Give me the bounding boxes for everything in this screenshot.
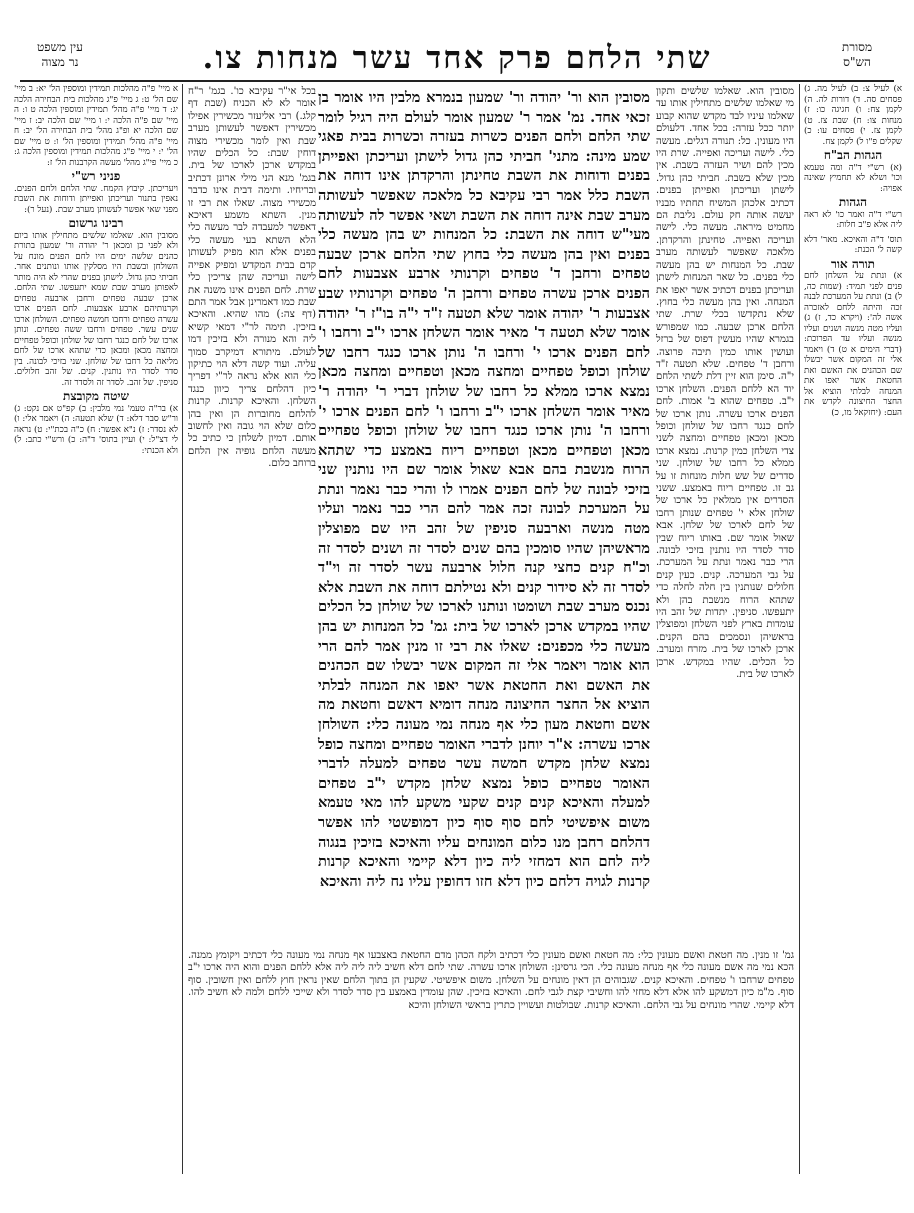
torah-or: א) ונתת על השלחן לחם פנים לפני תמיד: (שמות כה, ל) ב) ונתת על המערכת לבנה זכה והיתה ללחם לאזכרה אשה לה': (ויקרא כד, ז) ג) ועליו מטה מנשה ושנים ועליו מנשה ועליו עד הפרוכת: (דברי הימים א ט) ד) ויאמר אלי זה המקום אשר יבשלו שם הכהנים את האשם ואת החטאת אשר יאפו את המנחה לבלתי הוציא אל החצר החיצונה לקדש את העם: (יחזקאל מו, כ) — [804, 271, 902, 418]
torah-or-title: תורה אור — [830, 256, 876, 271]
left-margin-divider — [182, 84, 183, 1174]
tosafot-column — [188, 86, 316, 948]
masoret-hashas: א) לעיל צ: ב) לעיל מה. ג) פסחים סה. ד) דורות לה. ה) לקמן צח: ו) חגיגה כו: ז) מנחות צו: ח) שבת צז. ט) לקמן צז. י) פסחים עו: כ) שקלים פ"ו ל) לקמן צח. — [804, 84, 902, 147]
hagahot-habach-title: הגהות הב"ח — [823, 148, 883, 162]
shita-mekubetzet-title: שיטה מקובצת — [63, 389, 129, 403]
ein-mishpat: א מיי' פ"ה מהלכות תמידין ומוספין הל' יא: ב מיי' שם הל' ט: ג מיי' פ"ג מהלכות בית הבחירה הלכה יג: ד מיי' פ"ה מהל' תמידין ומוספין הלכה ט ו: ה מיי' שם פ"ה הלכה י: ו מיי' שם הלכה יב: ז מיי' שם הלכה יא ופ"ג מהל' בית הבחירה הל' יב: ח מיי' פ"ה מהל' תמידין ומוספין הל' ו: ט מיי' שם הל' י: י מיי' פ"ג מהלכות תמידין ומוספין הלכה ג: כ מיי' פי"ג מהל' מעשה הקרבנות הל' ז: — [14, 84, 178, 168]
hagahot-habach: (א) רש"י ד"ה ומה טעמא וכו' ושלא לא תחמיץ שאינה אפויה: — [804, 162, 902, 194]
tosafot-note: תוס' ד"ה והאיכא. מאר' דלא קשה ל' הכנת: — [804, 234, 902, 255]
right-margin — [804, 84, 902, 1174]
hagahot-title: הגהות — [838, 195, 868, 209]
header-rule — [20, 80, 894, 82]
hagahot: רש"י ד"ה ואמר כו' לא ראה ליה אלא פ"ב חלות: — [804, 209, 902, 230]
masoret-heading: מסורת הש"ס — [841, 40, 873, 69]
pninei-rashi-title: פניני רש"י — [71, 169, 121, 183]
page-title: שתי הלחם פרק אחד עשר מנחות צו. — [202, 40, 712, 76]
gemara-text: מסובין הוא ור' יהודה ור' שמעון בנמרא מלבין היו אומר בן זכאי אחד. נמ' אמר ר' שמעון אומר לעולם היה רגיל לומר שתי הלחם ולחם הפנים כשרות בעזרה וכשרות בבית פאגי שמע מינה: מתני' חביתי כהן גדול לישתן ועריכתן ואפייתן בפנים ודוחות את השבת טחינתן והרקדתן אינו דוחה את השבת כלל אמר רבי עקיבא כל מלאכה שאפשר לעשותה מערב שבת אינה דוחה את השבת ושאי אפשר לה לעשותה מעי"ש דוחה את השבת: כל המנחות יש בהן מעשה כלי בפנים ואין בהן מעשה כלי בחוץ שתי הלחם ארכן שבעה טפחים ורחבן ד' טפחים וקרנותי ארבע אצבעות לחם הפנים ארכן עשרה טפחים ורחבן ה' טפחים וקרנותיו שבע אצבעות ר' יהודה אומר שלא תטעה ז"ד י"ה בו"ז ר' יהודה אומר שלא תטעה ד' מאיר אומר השלחן ארכו י"ב ורחבו ו' לחם הפנים ארכו י' ורחבו ה' נותן ארכו כנגד רחבו של שולחן וכופל טפחיים ומחצה מכאן וטפחיים ומחצה מכאן נמצא ארכו ממלא כל רחבו של שולחן דברי ר' יהודה ר' מאיר אומר השלחן ארכו י"ב ורחבו ו' לחם הפנים ארכו י' ורחבו ה' נותן ארכו כנגד רחבו של שולחן וכופל טפחיים מכאן וטפחיים מכאן וטפחיים ריוח באמצע כדי שתהא הרוח מנשבת בהם אבא שאול אומר שם היו נותנין שני בזיכי לבונה של לחם הפנים אמרו לו והרי כבר נאמר ונתת על המערכת לבונה זכה אמר להם הרי כבר נאמר ועליו מטה מנשה וארבעה סניפין של זהב היו שם מפוצלין מראשיהן שהיו סומכין בהם שנים לסדר זה ושנים לסדר זה וכ"ח קנים כחצי קנה חלול ארבעה עשר לסדר זה וי"ד לסדר זה לא סידור קנים ולא נטילתם דוחה את השבת אלא נכנס מערב שבת ושומטו ונותנו לארכו של שולחן כל הכלים שהיו במקדש ארכן לארכו של בית: גמ' כל המנחות יש בהן מעשה כלי מכפנים: שאלו את רבי זו מנין אמר להם הרי הוא אומר ויאמר אלי זה המקום אשר יבשלו שם הכהנים את האשם ואת החטאת אשר יאפו את המנחה לבלתי הוציא אל החצר החיצונה מנחה דומיא דאשם וחטאת מה אשם וחטאת מעון כלי אף מנחה נמי מעונה כלי: השולחן ארכו עשרה: א"ר יוחנן לדברי האומר טפחיים ומחצה כופל נמצא שלחן מקדש חמשה עשר טפחים למעלה לדברי האומר טפחיים כופל נמצא שלחן מקדש י"ב טפחים למעלה והאיכא קנים קנים שקעי משקע להו מאי טעמא משום איפשיטי לחם סוף סוף כיון דמופשטי להו אפשר דהלחם רחבן מנו כלום המונחים עליו והאיכא בזיכין בנגוה ליה לחם הוא דמחזי ליה כיון דלא קיימי והאיכא קרנות קרנות לגויה דלחם כיון דלא חזו דחופין עליו נח ליה והאיכא — [318, 89, 650, 890]
rashi-column — [656, 86, 794, 946]
ein-mishpat-heading: עין משפט נר מצוה — [37, 40, 83, 69]
pninei-rashi: ויעריכתן. קיבוץ הקמח. שתי הלחם ולחם הפנים. נאפין בתנור ועריכתן ואפייתן ודוחות את השבת מפני שאי אפשר לעשותן מערב שבת. (נעל ר): — [14, 183, 178, 215]
bottom-commentary — [188, 950, 794, 1070]
bottom-commentary-text: גמ' זו מנין. מה חטאת ואשם מעונין כלי: מה חטאת ואשם מעונין כלי דכתיב ולקח הכהן מדם החטאת באצבעו אף מנחה נמי מעונה כלי דכתיב ויקומץ ממנה. הכא נמי מה אשם מעונה כלי אף מנחה מעונה כלי. הכי גרסינן: השולחן ארכו עשרה. שתי לחם דלא חשיב ליה ליה ליה אלא ללחם הפנים והוא היה ארכו י"ב טפחים שרחבו ו' טפחים. והאיכא קנים. שגבוהים הן דאין מונחים על השלחן. משום איפשיטי. שקעין הן בתוך הלחם שאין נראין חוץ ללחם ואין חשובין. סוף סוף. מ"מ כיון דמשקע להו אלא דלא מחזי להו וחשיבי קצת לגבי לחם. והאיכא בזיכין. שהן עומדין באמצע בין סדר לסדר ולא שייכי ללחם ולמה לא חשיב להו. דלא קיימי. שהרי מונחים על גבי הלחם. והאיכא קרנות. שבולטות ועשויין כתרין בראשי השולחן והיכא — [188, 950, 794, 1011]
rabbenu-gershom-title: רבינו גרשום — [68, 216, 124, 230]
right-margin-divider — [799, 84, 800, 1174]
rashi-text: מסובין הוא. שאלמו שלשים ותקון מי שאלמו שלשים מתחילין אותו עד שאלמו עיניו לבד מקדש שהוא קבוע יותר ככל עזרה: בכל אחד. דלעולם היו מעונין. כל: תנורה דגלים. מעשה כלי. לישה ועריכה ואפייה. שרת היו מכין להם ושיר העזרה בשבת. אין מכין שלא בשבת. חביתי כהן גדול. לישתן ועריכתן ואפייתן בפנים. דכתיב אלכהן המשיח תחתיו מבניו יעשה אותה חק עולם. נליבת הם מחמיט מיראה. מעשה כלי. לישה ועריכה ואפייה. טחינתן והרקדתן. מלאכה שאפשר לעשותה מערב שבת. כל המנחות יש בהן מעשה כלי בפנים. כל שאר המנחות לישתן ועריכתן בפנים דכתיב אשר יאפו את המנחה. ואין בהן מעשה כלי בחוץ. שלא נתקדשו בכלי שרת. שתי הלחם ארכן שבעה. כמו שמפורש בגמרא שהיו מעשין דפוס של ברזל ועושין אותו כמין תיבה פרוצה. ורחבן ד' טפחים. שלא תטעה ז"ד י"ה. סימן הוא זיין דלת לשתי הלחם יוד הא ללחם הפנים. השלחן ארכו י"ב. טפחים שהוא ב' אמות. לחם הפנים ארכו עשרה. נותן ארכו של לחם כנגד רחבו של שולחן וכופל מכאן ומכאן טפחיים ומחצה לשני צדי השלחן כמין קרנות. נמצא ארכו ממלא כל רחבו של שולחן. שני סדרים של שש חלות מונחות זו על גב זו. טפחיים ריוח באמצע. ששני הסדרים אין ממלאין כל ארכו של שולחן אלא י' טפחים שנותן רחבו של לחם לארכו של שלחן. אבא שאול אומר שם. באותו ריוח שבין סדר לסדר היו נותנין בזיכי לבונה. הרי כבר נאמר ונתת על המערכת. על גבי המערכה. קנים. כעין קנים חלולים שנותנין בין חלה לחלה כדי שתהא הרוח מנשבת בהן ולא יתעפשו. סניפין. יתדות של זהב היו עומדות בארץ לפני השלחן ומפוצלין בראשיהן ונסמכים בהם הקנים. ארכן לארכו של בית. מזרח ומערב. כל הכלים. שהיו במקדש. ארכן לארכו של בית. — [656, 86, 794, 681]
rabbenu-gershom: מסובין הוא. שאלמו שלשים מתחילין אותו ביום ולא לפני כן ומכאן ר' יהודה ור' שמעון בתורת כהנים שלשה ימים היו לחם הפנים מונח על השולחן ובשבת היו מסלקין אותו ונותנים אחר. חביתי כהן גדול. לישתן בפנים שהרי לא היה מותר לאפותן מערב שבת שמא יתעפשו. שתי הלחם. ארכן שבעה טפחים ורחבן ארבעה טפחים וקרנותיהם ארבע אצבעות. לחם הפנים ארכו עשרה טפחים ורחבו חמשה טפחים. השולחן ארכו שנים עשר. טפחים ורחבו ששה טפחים. ונותן ארכו של לחם כנגד רחבו של שולחן וכופל טפחיים ומחצה מכאן ומכאן כדי שתהא ארכו של לחם מליאה כל רחבו של שולחן. שני בזיכי לבונה. בין סדר לסדר היו נותנין. קנים. של זהב חלולים. סניפין. של זהב. לסדר זה ולסדר זה. — [14, 230, 178, 388]
left-margin — [14, 84, 178, 1174]
tosafot-text: בכל אי"ר עקיבא כו'. בגמ' ר"ח אומר לא לא הכניח (שבת דף קלג.) רבי אליעזר מכשירין אפילו מכשירין דאפשר לעשותן מערב שבת ואין לומר מכשירי מצוה דוחין שבת: כל הכלים שהיו במקדש ארכן לארכו של בית. בגמ' מנא הני מילי ארונן דכתיב ובריחיו. ותימה דבית אינו כדבר מכשירי מצוה. שאלו את רבי זו מנין. השתא משמע דאיכא דאפשר למעבדה לבר מעשה כלי הלא השתא בעי מעשה כלי בפנים אלא הוא מפיק לעשותן קדם בבית המקדש ומפיק אפייה לישה ועריכה שהן צריכין כלי שרת. לחם הפנים אינו משנה את שבת כמו דאמרינן אבל אמר התם (דף צה:) מהו שהיא. והאיכא בזיכין. תימה לר"י דמאי קשיא ליה והא מנורה ולא בזיכין דמו לעולם. מיתורא דמיקרב סמוך עליה. ועוד קשה דלא הוי כתיקון כלי הוא אלא נראה לר"י דפריך כיון דהלחם צריך כיוון כנגד השלחן. והאיכא קרנות. קרנות להלחם מחוברות הן ואין בהן כלום שלא הוי גובה ואין לחשוב אותם. דמיון לשלחן כי כתיב כל מעשה הלחם גופיה אין הלחם ברוחב כלום. — [188, 86, 316, 470]
page-header — [0, 38, 914, 78]
shita-mekubetzet: א) בר"ה טעמ' נמי מלבין: ב) קפ"ט אם נקט: ג) ור"ש סבר דלא: ד) שלא תטעה: ה) ויאמר אלי: ו) לא נסדר: ז) נ"א אפשר: ח) כ"ה בכת"י: ט) נראה לי דצ"ל: י) ועיין בתוס' ד"ה: כ) ורש"י כתב: ל) ולא הכנתי: — [14, 403, 178, 456]
main-text — [318, 88, 650, 890]
